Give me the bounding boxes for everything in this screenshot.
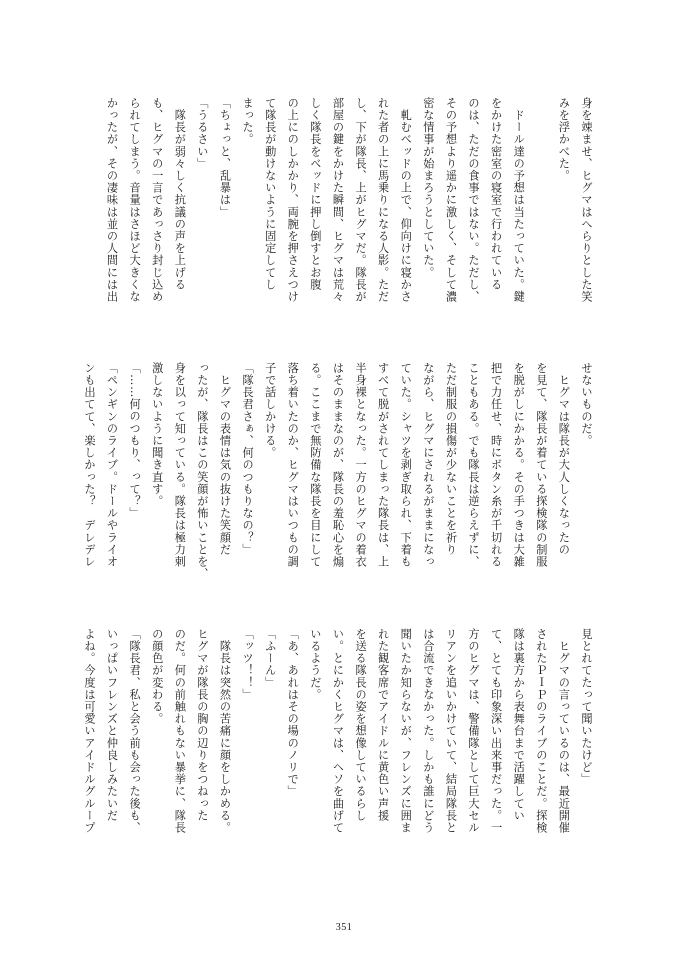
text-line: る。ここまで無防備な隊長を目にして xyxy=(308,362,322,568)
text-line: をかけた密室の寝室で行われている xyxy=(489,97,503,291)
text-line: て、とても印象深い出来事だった。一 xyxy=(489,628,503,834)
text-line: れた観客席でアイドルに黄色い声援 xyxy=(376,628,390,822)
text-line: を脱がしにかかる。その手つきは大雑 xyxy=(512,362,526,568)
text-line: ったが、隊長はこの笑顔が怖いことを、 xyxy=(195,362,209,580)
text-line: のは、ただの食事ではない。ただし、 xyxy=(467,97,481,303)
text-line: みを浮かべた。 xyxy=(557,97,571,182)
text-line: すべて脱がされてしまった隊長は、上 xyxy=(376,362,390,568)
text-line: しく隊長をベッドに押し倒すとお腹 xyxy=(308,97,322,291)
text-line: はそのままなのが、隊長の羞恥心を煽 xyxy=(331,362,345,568)
text-line: 半身裸となった。一方のヒグマの着衣 xyxy=(354,362,368,568)
text-line: かったが、その凄味は並の人間には出 xyxy=(105,97,119,303)
text-line: 落ち着いたのか、ヒグマはいつもの調 xyxy=(286,362,300,568)
text-line: 身を以って知っている。隊長は極力刺 xyxy=(173,362,187,568)
text-line: 部屋の鍵をかけた瞬間、ヒグマは荒々 xyxy=(331,97,345,303)
text-line: 子で話しかける。 xyxy=(263,362,277,459)
text-line: 隊長が弱々しく抗議の声を上げる xyxy=(173,97,187,291)
text-line: 見とれてたって聞いたけど」 xyxy=(580,628,593,786)
text-line: を送る隊長の姿を想像しているらし xyxy=(354,628,368,822)
text-line: いるようだ。 xyxy=(308,628,322,701)
text-line: 「ふーん」 xyxy=(263,628,277,689)
text-line: は合流できなかった。しかも誰にどう xyxy=(421,628,435,834)
text-band-bottom xyxy=(82,628,597,882)
text-line: 「あ、あれはその場のノリで」 xyxy=(286,628,300,798)
text-line: 把で力任せ、時にボタン糸が千切れる xyxy=(489,362,503,568)
text-line: れた者の上に馬乗りになる人影。ただ xyxy=(376,97,390,303)
text-line: 激しないように聞き直す。 xyxy=(150,362,164,508)
text-line: よね。今度は可愛いアイドルグループ xyxy=(82,628,96,834)
text-band-middle xyxy=(82,362,597,616)
text-line: せないものだ。 xyxy=(580,362,593,447)
text-line xyxy=(529,97,552,351)
text-line: 密な情事が始まろうとしていた。 xyxy=(421,97,435,279)
text-line: 「隊長君さぁ、何のつもりなの？」 xyxy=(241,362,255,556)
text-line: を見て、隊長が着ている探検隊の制服 xyxy=(534,362,548,568)
text-line: ていた。シャツを剥ぎ取られ、下着も xyxy=(399,362,413,568)
text-line: 「ちょっと、乱暴は」 xyxy=(218,97,232,218)
text-line: こともある。でも隊長は逆らえずに、 xyxy=(467,362,481,568)
text-line: ヒグマの言っているのは、最近開催 xyxy=(557,628,571,834)
text-line: されたＰＩＰのライブのことだ。探検 xyxy=(534,628,548,834)
text-line: の顔色が変わる。 xyxy=(150,628,164,725)
text-line: ンも出てて、楽しかった？ デレデレ xyxy=(82,362,96,568)
text-line: ドール達の予想は当たっていた。鍵 xyxy=(512,97,526,303)
text-line: いっぱいフレンズと仲良しみたいだ xyxy=(105,628,119,822)
text-line: 隊長は突然の苦痛に顔をしかめる。 xyxy=(218,628,232,834)
text-line: ヒグマの表情は気の抜けた笑顔だ xyxy=(218,362,232,556)
text-line: 「ッツ！！」 xyxy=(241,628,255,701)
text-line: の上にのしかかり、両腕を押さえつけ xyxy=(286,97,300,303)
text-line: 隊は裏方から表舞台まで活躍してい xyxy=(512,628,526,822)
text-line: 聞いたか知らないが、フレンズに囲ま xyxy=(399,628,413,834)
text-line: も、ヒグマの一言であっさり封じ込め xyxy=(150,97,164,303)
text-line: その予想より遥かに激しく、そして濃 xyxy=(444,97,458,303)
text-line: て隊長が動けないように固定してし xyxy=(263,97,277,291)
text-line: ヒグマが隊長の胸の辺りをつねった xyxy=(195,628,209,822)
text-line: ただ制服の損傷が少ないことを祈り xyxy=(444,362,458,556)
page-number: 351 xyxy=(335,922,353,933)
text-line: 「うるさい」 xyxy=(195,97,209,170)
text-line: 「……何のつもり、って？」 xyxy=(128,362,142,520)
text-line: 「隊長君、私と会う前も会った後も、 xyxy=(128,628,142,834)
text-line: ヒグマは隊長が大人しくなったの xyxy=(557,362,571,556)
text-line: 軋むベッドの上で、仰向けに寝かさ xyxy=(399,97,413,303)
text-line: い。とにかくヒグマは、ヘソを曲げて xyxy=(331,628,345,834)
text-line: られてしまう。音量はさほど大きくな xyxy=(128,97,142,303)
text-line: 方のヒグマは、警備隊として巨大セル xyxy=(467,628,481,834)
text-line: 身を竦ませ、ヒグマはへらりとした笑 xyxy=(580,97,593,303)
text-line: リアンを追いかけていて、結局隊長と xyxy=(444,628,458,834)
text-line: ながら、ヒグマにされるがままになっ xyxy=(421,362,435,568)
text-line: のだ。何の前触れもない暴挙に、隊長 xyxy=(173,628,187,834)
text-band-top xyxy=(92,97,597,351)
text-line: まった。 xyxy=(241,97,255,146)
text-line: 「ペンギンのライブ。ドールやライオ xyxy=(105,362,119,568)
text-line: し、下が隊長、上がヒグマだ。隊長が xyxy=(354,97,368,303)
